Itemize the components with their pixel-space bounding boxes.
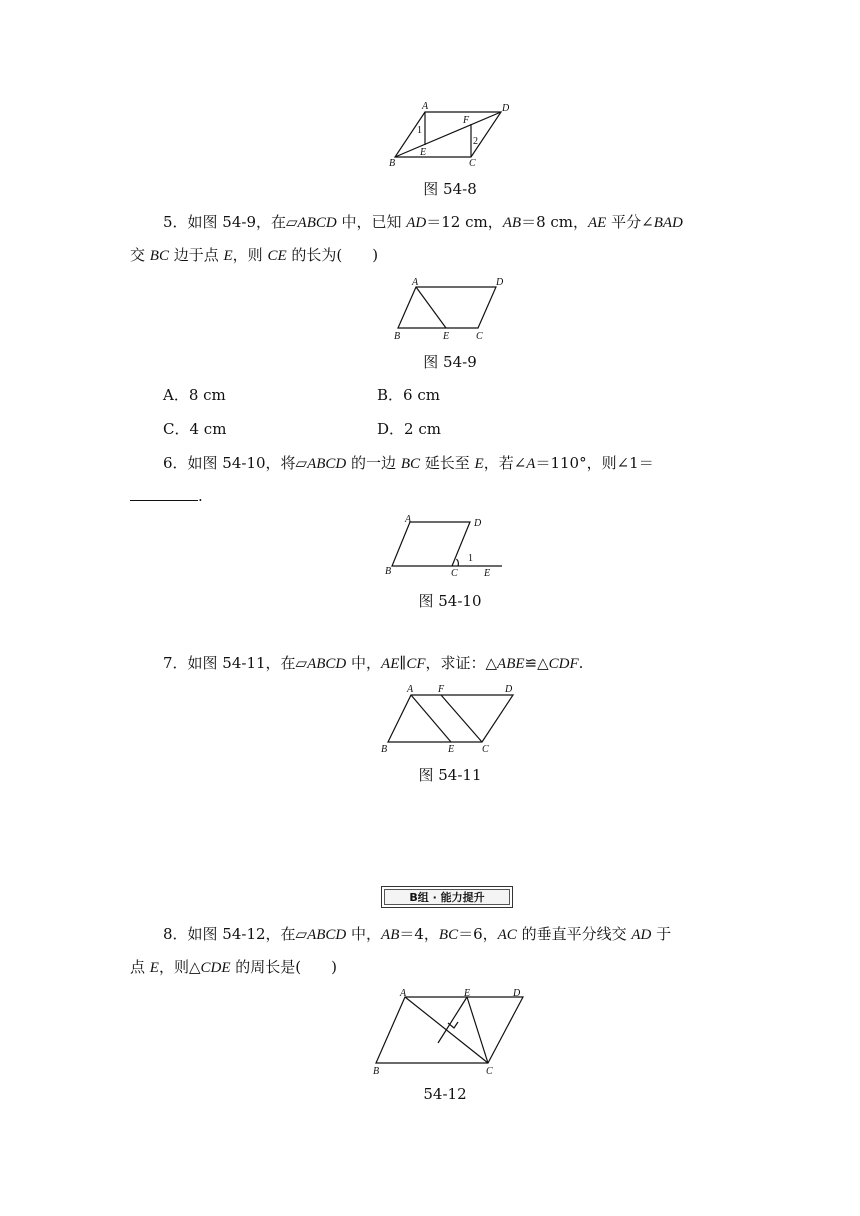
label-C: C xyxy=(486,1066,493,1077)
question-6-line-2: . xyxy=(130,486,203,506)
question-7: 7．如图 54-11，在▱ABCD 中，AE∥CF，求证：△ABE≌△CDF. xyxy=(163,654,584,672)
label-F: F xyxy=(463,115,470,126)
caption-54-10: 图 54-10 xyxy=(418,592,482,610)
question-5-line-2: 交 BC 边于点 E，则 CE 的长为( ) xyxy=(130,246,379,264)
label-B: B xyxy=(385,566,392,577)
label-angle-1: 1 xyxy=(468,553,473,564)
option-b[interactable]: B．6 cm xyxy=(377,386,440,404)
option-c[interactable]: C．4 cm xyxy=(163,420,227,438)
question-5-line-1: 5．如图 54-9，在▱ABCD 中，已知 AD＝12 cm，AB＝8 cm，AE 平分∠BAD xyxy=(163,213,683,231)
label-A: A xyxy=(412,277,419,288)
figure-54-9 xyxy=(390,276,510,342)
caption-54-8: 图 54-8 xyxy=(423,180,477,198)
label-E: E xyxy=(420,147,427,158)
figure-54-12 xyxy=(368,985,533,1079)
label-A: A xyxy=(405,514,412,525)
figure-54-11 xyxy=(378,680,518,756)
question-6-line-1: 6．如图 54-10，将▱ABCD 的一边 BC 延长至 E，若∠A＝110°，则∠1＝ xyxy=(163,454,654,472)
section-badge-label: B组 · 能力提升 xyxy=(409,891,485,904)
caption-54-9: 图 54-9 xyxy=(423,353,477,371)
label-B: B xyxy=(381,744,388,755)
figure-54-10 xyxy=(380,510,510,580)
label-D: D xyxy=(505,684,513,695)
label-E: E xyxy=(484,568,491,579)
section-badge xyxy=(381,886,513,908)
label-A: A xyxy=(407,684,414,695)
caption-54-11: 图 54-11 xyxy=(418,766,482,784)
label-B: B xyxy=(389,158,396,169)
label-B: B xyxy=(373,1066,380,1077)
label-C: C xyxy=(469,158,476,169)
label-E: E xyxy=(448,744,455,755)
label-B: B xyxy=(394,331,401,342)
option-d[interactable]: D．2 cm xyxy=(377,420,441,438)
label-E: E xyxy=(443,331,450,342)
label-F: F xyxy=(438,684,445,695)
figure-54-8 xyxy=(385,100,515,172)
label-angle-2: 2 xyxy=(473,136,478,147)
label-D: D xyxy=(496,277,504,288)
label-D: D xyxy=(513,988,521,999)
label-D: D xyxy=(502,103,510,114)
label-E: E xyxy=(464,988,471,999)
label-C: C xyxy=(451,568,458,579)
caption-54-12: 54-12 xyxy=(423,1085,467,1103)
option-a[interactable]: A．8 cm xyxy=(163,386,226,404)
answer-blank[interactable] xyxy=(130,486,198,501)
label-A: A xyxy=(400,988,407,999)
label-C: C xyxy=(482,744,489,755)
question-8-line-2: 点 E，则△CDE 的周长是( ) xyxy=(130,958,337,976)
label-A: A xyxy=(422,101,429,112)
question-8-line-1: 8．如图 54-12，在▱ABCD 中，AB＝4，BC＝6，AC 的垂直平分线交 AD 于 xyxy=(163,925,672,943)
label-angle-1: 1 xyxy=(417,125,422,136)
label-C: C xyxy=(476,331,483,342)
label-D: D xyxy=(474,518,482,529)
